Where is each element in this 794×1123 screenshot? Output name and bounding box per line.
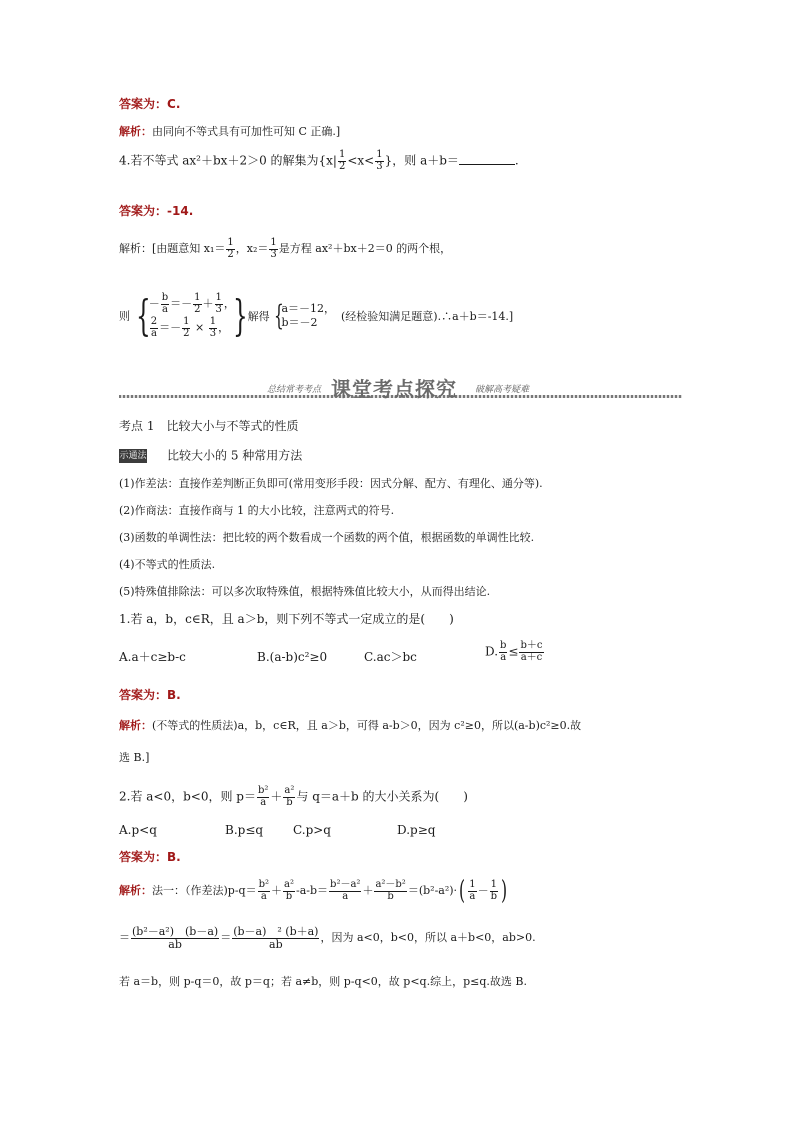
fraction	[161, 293, 169, 315]
math-text: ，因为 a<0，b<0，所以 a＋b<0，ab>0.	[320, 931, 536, 945]
q3-answer-line	[119, 98, 180, 110]
method-item: (2)作商法：直接作商与 1 的大小比较，注意两式的符号.	[119, 504, 395, 517]
frac-num: 1	[490, 879, 497, 890]
frac-num: 1	[338, 149, 346, 160]
fraction	[283, 880, 295, 902]
eq-text: ，	[218, 321, 230, 334]
math-text: －	[477, 884, 489, 897]
option-a: A.a＋c≥b-c	[119, 650, 186, 664]
frac-den: 2	[338, 160, 346, 172]
math-text: ＝	[119, 931, 130, 945]
answer-value: B.	[167, 688, 181, 702]
frac-num: 1	[376, 149, 383, 160]
equation-1	[149, 293, 235, 315]
frac-num: b²	[258, 879, 270, 890]
frac-den: 3	[209, 327, 217, 339]
eq-text: ＝－	[170, 297, 193, 310]
option-c: C.p>q	[293, 823, 331, 837]
topic-heading: 考点 1 比较大小与不等式的性质	[119, 419, 299, 433]
frac-den: a	[150, 327, 157, 339]
p1-answer-line	[119, 689, 181, 701]
method-badge-icon: 示通法	[119, 451, 147, 461]
fraction	[150, 317, 158, 339]
math-text: -a-b＝	[296, 884, 329, 897]
p1-analysis-line	[119, 720, 581, 731]
solution-1: a＝－12，	[281, 302, 336, 316]
solution-2: b＝－2	[281, 316, 318, 329]
frac-num: 1	[194, 292, 201, 303]
p2-answer-line	[119, 851, 181, 863]
q4-stem-mid: <x<	[347, 153, 375, 168]
frac-den: 2	[183, 327, 190, 339]
frac-num: b²－a²	[330, 879, 361, 890]
answer-label: 答案为：	[119, 688, 168, 702]
eq-text: ×	[191, 321, 208, 334]
frac-num: 1	[183, 316, 190, 327]
frac-den: a＋c	[520, 651, 543, 663]
frac-den: b	[490, 890, 497, 902]
solve-label: 解得	[247, 309, 270, 323]
method-item: (3)函数的单调性法：把比较的两个数看成一个函数的两个值，根据函数的单调性比较.	[119, 531, 535, 544]
frac-den: 3	[215, 303, 222, 315]
method-title-line	[119, 449, 302, 463]
frac-den: 2	[227, 248, 234, 260]
fraction	[490, 880, 498, 902]
method-item: (4)不等式的性质法.	[119, 558, 216, 571]
fraction	[232, 926, 319, 950]
fraction	[131, 926, 219, 950]
frac-num: 2	[150, 316, 158, 327]
right-brace-icon: }	[232, 291, 248, 340]
solution	[281, 302, 335, 330]
system-prefix: 则	[119, 309, 130, 323]
frac-num: (b²－a²) (b－a)	[132, 925, 219, 938]
equation-2	[149, 317, 235, 339]
q4-equation-system	[119, 293, 513, 339]
option-d-prefix: D.	[485, 644, 499, 659]
frac-den: a	[260, 890, 267, 902]
q3-analysis-line	[119, 126, 340, 137]
frac-den: b	[285, 890, 293, 902]
frac-num: (b－a) ² (b＋a)	[233, 925, 319, 938]
p1-analysis-line-2: 选 B.]	[119, 751, 150, 764]
fraction	[374, 880, 406, 902]
method-title: 比较大小的 5 种常用方法	[167, 448, 303, 463]
analysis-label: 解析：	[119, 719, 152, 732]
p2-stem-suffix: 与 q＝a＋b 的大小关系为( )	[296, 789, 468, 804]
frac-num: a²－b²	[375, 879, 406, 890]
fraction	[257, 786, 269, 808]
eq-text: －	[148, 297, 160, 310]
frac-num: 1	[469, 879, 476, 890]
frac-num: a²	[284, 785, 295, 796]
frac-num: b	[500, 640, 507, 651]
q4-analysis-prefix: 解析：[由题意知 x₁＝	[119, 242, 226, 255]
left-brace-icon: {	[273, 299, 284, 332]
analysis-label: 解析：	[119, 125, 152, 138]
right-paren-icon: )	[501, 876, 508, 906]
frac-den: a	[500, 651, 507, 663]
banner-left-caption: 总结常考考点	[267, 385, 322, 395]
left-brace-icon: {	[136, 291, 151, 340]
math-text: ＝(b²-a²)·	[407, 884, 458, 897]
analysis-label: 解析：	[119, 884, 152, 897]
frac-den: ab	[269, 937, 283, 951]
conclusion: (经检验知满足题意).∴a＋b＝-14.]	[341, 309, 514, 323]
q4-stem	[119, 150, 519, 172]
frac-den: a	[161, 303, 168, 315]
answer-value: B.	[167, 850, 181, 864]
q4-stem-prefix: 4.若不等式 ax²＋bx＋2＞0 的解集为{x|	[119, 153, 337, 168]
q4-stem-end: .	[514, 153, 519, 168]
q4-analysis-mid: ，x₂＝	[235, 242, 269, 255]
answer-label: 答案为：	[119, 97, 168, 111]
frac-den: 3	[376, 160, 383, 172]
answer-label: 答案为：	[119, 850, 168, 864]
option-d-relation: ≤	[508, 644, 519, 659]
fraction	[499, 641, 507, 663]
p2-stem	[119, 786, 468, 808]
q4-analysis-end: 是方程 ax²＋bx＋2＝0 的两个根，	[278, 242, 452, 255]
frac-num: 1	[227, 237, 234, 248]
q4-stem-suffix: }，则 a＋b＝	[384, 153, 459, 168]
fraction	[258, 880, 270, 902]
frac-den: ab	[168, 937, 182, 951]
math-text: 法一：（作差法)p-q＝	[152, 884, 257, 897]
fraction	[329, 880, 361, 902]
left-paren-icon: (	[459, 876, 466, 906]
q4-analysis-line	[119, 238, 451, 260]
option-a: A.p<q	[119, 823, 157, 837]
fraction	[338, 150, 346, 172]
frac-num: b²	[257, 785, 269, 796]
q4-answer-line	[119, 205, 193, 217]
frac-den: b	[387, 890, 394, 902]
p1-stem: 1.若 a，b，c∈R，且 a＞b，则下列不等式一定成立的是( )	[119, 612, 454, 626]
fraction	[283, 786, 295, 808]
method-item: (5)特殊值排除法：可以多次取特殊值，根据特殊值比较大小，从而得出结论.	[119, 585, 491, 598]
p2-analysis-line-3: 若 a＝b，则 p-q＝0，故 p＝q；若 a≠b，则 p-q<0，故 p<q.综上，p≤q.故选 B.	[119, 975, 527, 988]
frac-den: 2	[194, 303, 201, 315]
p2-stem-plus: ＋	[270, 789, 283, 804]
p2-analysis-line-2	[119, 926, 536, 950]
answer-label: 答案为：	[119, 204, 168, 218]
eq-text: ，	[223, 297, 235, 310]
frac-num: 1	[270, 237, 277, 248]
answer-value: -14.	[167, 204, 194, 218]
option-b: B.p≤q	[225, 823, 264, 837]
section-banner	[119, 370, 682, 404]
fraction	[209, 317, 217, 339]
fraction	[182, 317, 190, 339]
frac-den: a	[469, 890, 476, 902]
answer-blank	[459, 154, 515, 165]
frac-num: 1	[209, 316, 217, 327]
frac-num: 1	[215, 292, 222, 303]
fraction	[193, 293, 201, 315]
math-text: ＋	[362, 884, 374, 897]
method-item: (1)作差法：直接作差判断正负即可(常用变形手段：因式分解、配方、有理化、通分等).	[119, 477, 543, 490]
frac-den: a	[260, 796, 267, 808]
frac-num: b	[161, 292, 169, 303]
banner-right-caption: 破解高考疑难	[475, 385, 530, 395]
p2-analysis-line-1	[119, 878, 509, 904]
frac-num: b＋c	[520, 640, 543, 651]
eq-text: ＋	[202, 297, 214, 310]
fraction	[269, 238, 277, 260]
analysis-text: (不等式的性质法)a，b，c∈R，且 a＞b，可得 a-b＞0，因为 c²≥0，所以(a-b)c²≥0.故	[152, 719, 582, 732]
frac-den: 3	[270, 248, 277, 260]
frac-den: b	[286, 796, 293, 808]
analysis-text: 由同向不等式具有可加性可知 C 正确.]	[152, 125, 341, 138]
fraction	[215, 293, 223, 315]
option-d: D.p≥q	[397, 823, 436, 837]
math-text: ＋	[271, 884, 283, 897]
option-d	[485, 641, 545, 663]
option-c: C.ac＞bc	[364, 650, 417, 664]
math-text: ＝	[220, 931, 232, 945]
fraction	[519, 641, 543, 663]
eq-text: ＝－	[159, 321, 182, 334]
banner-title: 课堂考点探究	[331, 377, 457, 401]
option-b: B.(a-b)c²≥0	[257, 650, 328, 664]
frac-num: a²	[284, 879, 294, 890]
frac-den: a	[342, 890, 349, 902]
fraction	[226, 238, 234, 260]
answer-value: C.	[167, 97, 181, 111]
fraction	[375, 150, 383, 172]
fraction	[468, 880, 476, 902]
p2-stem-prefix: 2.若 a<0，b<0，则 p＝	[119, 789, 256, 804]
system-equations	[149, 293, 235, 339]
